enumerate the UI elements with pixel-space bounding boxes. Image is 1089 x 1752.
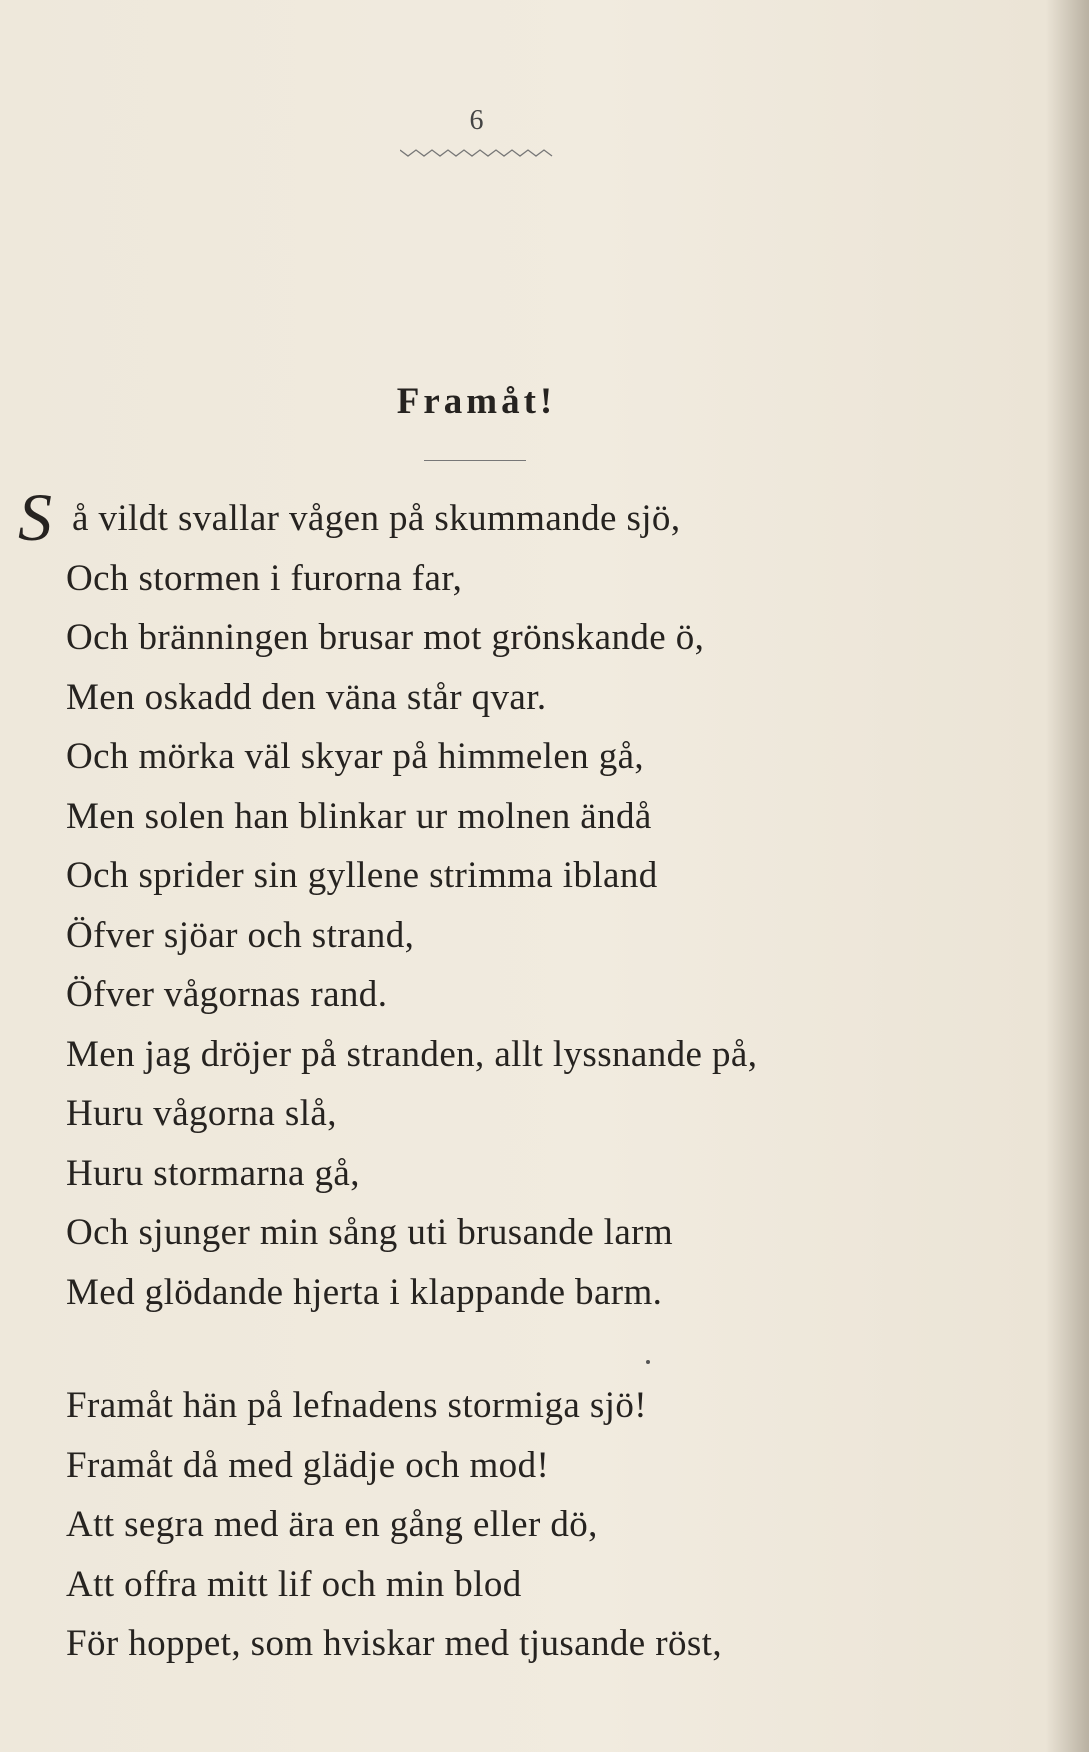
poem-line: Framåt hän på lefnadens stormiga sjö! [66, 1385, 647, 1426]
poem-line: Men jag dröjer på stranden, allt lyssnande på, [66, 1033, 758, 1075]
title-divider [424, 460, 526, 461]
poem-line: Öfver sjöar och strand, [66, 914, 415, 956]
page-number: 6 [469, 105, 484, 136]
print-speck [646, 1360, 650, 1364]
wavy-ornament-icon [400, 146, 555, 160]
poem-line: Huru stormarna gå, [66, 1152, 360, 1194]
poem-line: Med glödande hjerta i klappande barm. [66, 1271, 663, 1313]
poem-line: Öfver vågornas rand. [66, 974, 388, 1015]
poem-line: Och bränningen brusar mot grönskande ö, [66, 617, 705, 658]
poem-line: Och sjunger min sång uti brusande larm [66, 1212, 674, 1253]
poem-line: Och sprider sin gyllene strimma ibland [66, 855, 658, 896]
poem-line: Att offra mitt lif och min blod [66, 1563, 522, 1605]
poem-line: Och mörka väl skyar på himmelen gå, [66, 736, 645, 777]
poem-line: Så vildt svallar vågen på skummande sjö, [18, 479, 681, 555]
poem-line: Huru vågorna slå, [66, 1093, 337, 1134]
poem-line: För hoppet, som hviskar med tjusande röst, [66, 1623, 723, 1664]
stanza-1 [18, 479, 758, 1322]
poem-title: Framåt! [396, 381, 557, 422]
poem-line: Och stormen i furorna far, [66, 557, 463, 599]
poem-line: Men oskadd den väna står qvar. [66, 676, 547, 718]
drop-cap: S [18, 479, 53, 555]
poem-line: Men solen han blinkar ur molnen ändå [66, 795, 652, 837]
stanza-2 [66, 1376, 722, 1674]
poem-line: Framåt då med glädje och mod! [66, 1444, 550, 1486]
poem-line: Att segra med ära en gång eller dö, [66, 1504, 598, 1545]
